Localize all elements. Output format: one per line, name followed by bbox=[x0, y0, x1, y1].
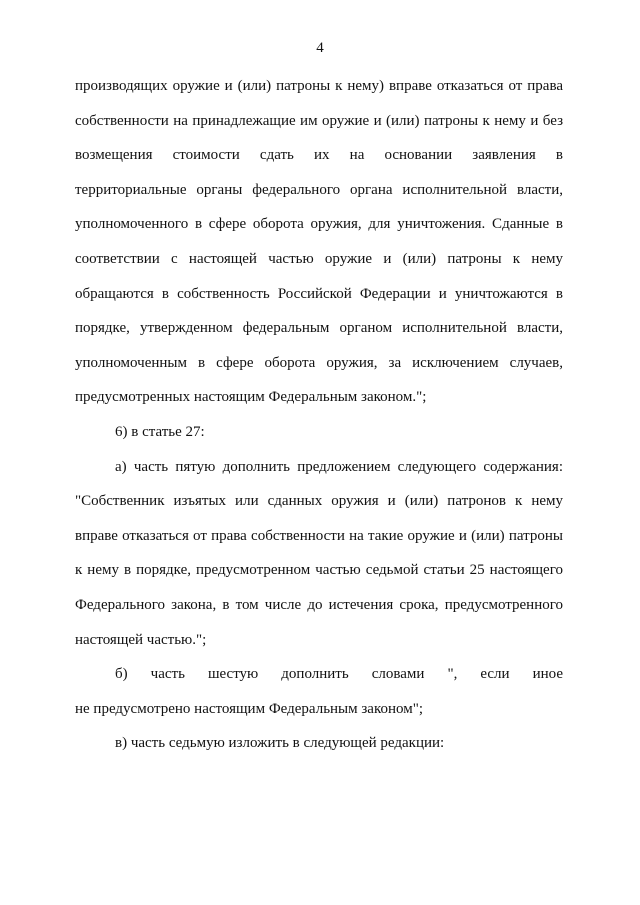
text-line: в) часть седьмую изложить в следующей редакции: bbox=[115, 735, 445, 752]
text-line: производящих оружие и (или) патроны к нему) вправе отказаться от права bbox=[75, 78, 563, 94]
text-line: 6) в статье 27: bbox=[115, 423, 205, 440]
text-line: к нему в порядке, предусмотренном частью седьмой статьи 25 настоящего bbox=[75, 562, 563, 579]
document-body bbox=[75, 76, 563, 768]
text-line: уполномоченным в сфере оборота оружия, за исключением случаев, bbox=[75, 354, 563, 371]
text-line: собственности на принадлежащие им оружие и (или) патроны к нему и без bbox=[75, 112, 563, 129]
page-number: 4 bbox=[316, 40, 324, 56]
text-line: возмещения стоимости сдать их на основании заявления в bbox=[75, 147, 563, 164]
text-line: вправе отказаться от права собственности на такие оружие и (или) патроны bbox=[75, 527, 563, 544]
text-line: а) часть пятую дополнить предложением следующего содержания: bbox=[115, 458, 563, 475]
text-line: территориальные органы федерального органа исполнительной власти, bbox=[75, 181, 563, 198]
text-line: настоящей частью."; bbox=[75, 631, 207, 648]
text-line: обращаются в собственность Российской Федерации и уничтожаются в bbox=[75, 285, 563, 302]
text-line: соответствии с настоящей частью оружие и (или) патроны к нему bbox=[75, 250, 563, 267]
text-line: б) часть шестую дополнить словами ", если иное bbox=[115, 666, 563, 683]
text-line: не предусмотрено настоящим Федеральным законом"; bbox=[75, 700, 424, 717]
text-line: Федерального закона, в том числе до истечения срока, предусмотренного bbox=[75, 596, 563, 613]
text-line: предусмотренных настоящим Федеральным законом."; bbox=[75, 389, 427, 406]
text-line: уполномоченного в сфере оборота оружия, для уничтожения. Сданные в bbox=[75, 216, 563, 233]
text-line: порядке, утвержденном федеральным органом исполнительной власти, bbox=[75, 320, 563, 337]
text-line: "Собственник изъятых или сданных оружия и (или) патронов к нему bbox=[75, 493, 563, 510]
